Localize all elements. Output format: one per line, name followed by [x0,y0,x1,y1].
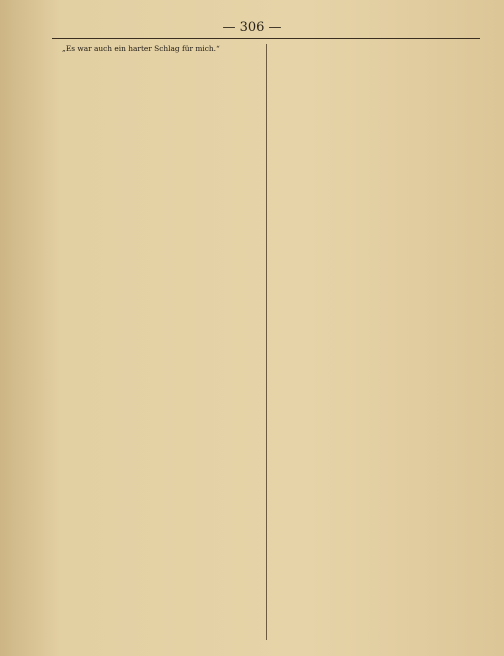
paragraph [52,116,256,179]
header-rule [52,38,480,39]
paragraph [52,368,256,431]
paragraph [52,53,256,116]
paragraph [277,296,481,359]
text-columns [52,44,480,640]
paragraph [277,422,481,485]
paragraph [52,179,256,242]
paragraph [277,233,481,296]
paragraph [277,359,481,422]
right-column [277,44,481,640]
paragraph [277,107,481,170]
paragraph [52,494,256,557]
paragraph: „Es war auch ein harter Schlag für mich.“ [62,44,220,53]
paragraph [277,44,481,107]
paragraph [52,242,256,305]
paragraph [52,305,256,368]
paragraph [52,431,256,494]
page-number: — 306 — [222,20,282,35]
paragraph [277,170,481,233]
column-divider [266,44,267,640]
left-column [52,44,256,640]
paragraph [277,485,481,548]
